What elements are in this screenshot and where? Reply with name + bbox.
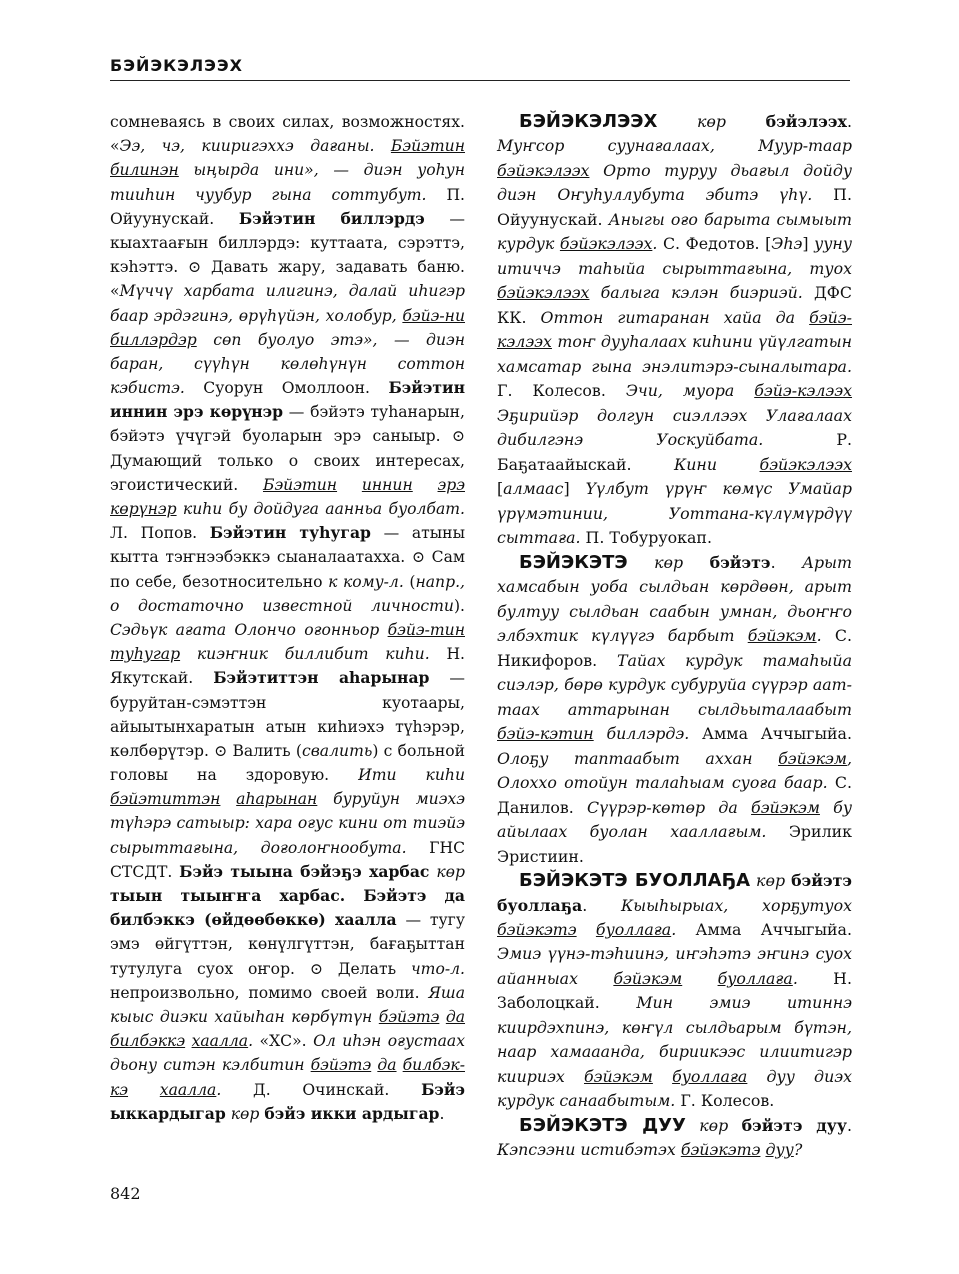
entry-beyekete-duu: БЭЙЭКЭТЭ ДУУ көр бэйэтэ дуу. Кэпсээни истибэтэх бэйэкэтэ дуу? bbox=[497, 1114, 852, 1160]
left-column bbox=[110, 110, 465, 1126]
page-number: 842 bbox=[110, 1184, 141, 1203]
right-column bbox=[497, 110, 852, 1163]
entry-beyekete: БЭЙЭКЭТЭ көр бэйэтэ. Арыт хамсабын уоба сылдьан көрдөөн, арыт бултуу сылдьан саабын умнан, дьоҥҥо элбэхтик күлүүгэ барбыт бэйэкэм. С. Никифоров. Тайах курдук тамаһыйа сиэлэр, бөрө курдук субуруйа сүүрэр аат-таах аттарынан сылдьыталаабыт бэйэ-кэтин биллэрдэ. Амма Аччыгыйа. Олоҕу таптаабыт аххан бэйэкэм, Олоххо отойун талаһыам суоға баар. С. Данилов. Сүүрэр-көтөр да бэйэкэм бу айылаах буолан хааллағым. Эрилик Эристиин. bbox=[497, 551, 853, 866]
left-paragraph: сомневаясь в своих силах, возможностях. «Ээ, чэ, кииригэххэ дағаны. Бэйэтин билинэн ыңырда ини», — диэн уоһун тииһин чуубур гына соттубут. П. Ойуунускай. Бэйэтин биллэрдэ — кыахтаағын биллэрдэ: куттаата, сэрэттэ, кэһэттэ. ⊙ Давать жару, задавать баню. «Мүччү харбата илигинэ, далай иһигэр баар эрдэгинэ, өрүһүйэн, холобур, бэйэ-ни биллэрдэр сөп буолуо этэ», — диэн баран, сүүһүн көлөһүнүн соттон кэбистэ. Суорун Омоллоон. Бэйэтин иннин эрэ көрүнэр — бэйэтэ туһанарын, бэйэтэ үчүгэй буоларын эрэ саныыр. ⊙ Думающий только о своих интересах, эгоистический. Бэйэтин иннин эрэ көрүнэр киһи бу дойдуга аанньа буолбат. Л. Попов. Бэйэтин туһугар — атыны кытта тэҥнээбэккэ сыаналаатахха. ⊙ Сам по себе, безотносительно к кому-л. (напр., о достаточно известной личности). Сэдьүк ағата Олончо оғонньор бэйэ-тин туһугар киэҥник биллибит киһи. Н. Якутскай. Бэйэтиттэн аһарынар — буруйтан-сэмэттэн куотаары, айыытынхаратын атын киһиэхэ түһэрэр, көлбөрүтэр. ⊙ Валить (свалить) с больной головы на здоровую. Ити киһи бэйэтиттэн аһарынан буруйун миэхэ түһэрэ сатыыр: хара оғус кини от тиэйэ сырыттағына, доғолоҥнообута. ГНС СТСДТ. Бэйэ тыына бэйэҕэ харбас көр тыын тыыҥҥа харбас. Бэйэтэ да билбэккэ (өйдөөбөккө) хаалла — тугу эмэ өйгүттэн, көнүлгүттэн, бағаҕыттан тутулуга суох оҥор. ⊙ Делать что-л. непроизвольно, помимо своей воли. Яша кыыс диэки хайыһан көрбүтүн бэйэтэ да билбэккэ хаалла. «ХС». Ол иһэн оғустаах дьону ситэн кэлбитин бэйэтэ да билбэк-кэ хаалла. Д. Очинскай. Бэйэ ыккардыгар көр бэйэ икки ардыгар. bbox=[110, 113, 466, 1123]
running-head: БЭЙЭКЭЛЭЭХ bbox=[110, 56, 243, 75]
entry-beyekeleekh: БЭЙЭКЭЛЭЭХ көр бэйэлээх. Муҥсор суунағалаах, Муур-таар бэйэкэлээх Орто туруу дьағыл дойду диэн Оҥуһуллубута эбитэ үһү. П. Ойуунускай. Аныгы оғо барыта сымыыт курдук бэйэкэлээх. С. Федотов. [Эһэ] ууну итиччэ таһыйа сырыттағына, туох бэйэкэлээх балыга кэлэн биэриэй. ДФС КК. Оттон гитаранан хайа да бэйэ-кэлээх тоҥ дууһалаах киһини үйүлгатын хамсатар гына энэлитэрэ-сыналытара. Г. Колесов. Эчи, муора бэйэ-кэлээх Эҕирийэр долгун сиэллээх Улағалаах дибилгэнэ Уоскуйбата. Р. Баҕатаайыскай. Кини бэйэкэлээх [алмаас] Үүлбут үрүҥ көмүс Умайар үрүмэтинии, Уоттана-күлүмүрдүү сыттаға. П. Тобуруокап. bbox=[497, 111, 853, 548]
header-rule bbox=[110, 80, 850, 81]
entry-beyekete-buollaga: БЭЙЭКЭТЭ БУОЛЛАҔА көр бэйэтэ буоллаҕа. Кыыһырыах, хорҕутуох бэйэкэтэ буоллаға. Амма Аччыгыйа. Эмиэ үүнэ-тэһиинэ, иҥэһэтэ эҥинэ суох айанныах бэйэкэм буоллаға. Н. Заболоцкай. Мин эмиэ итиннэ киирдэхпинэ, көҥүл сылдьарым бүтэн, наар хамааанда, бириикээс илиитигэр киириэх бэйэкэм буоллаға дуу диэх курдук санаабытым. Г. Колесов. bbox=[497, 870, 852, 1111]
